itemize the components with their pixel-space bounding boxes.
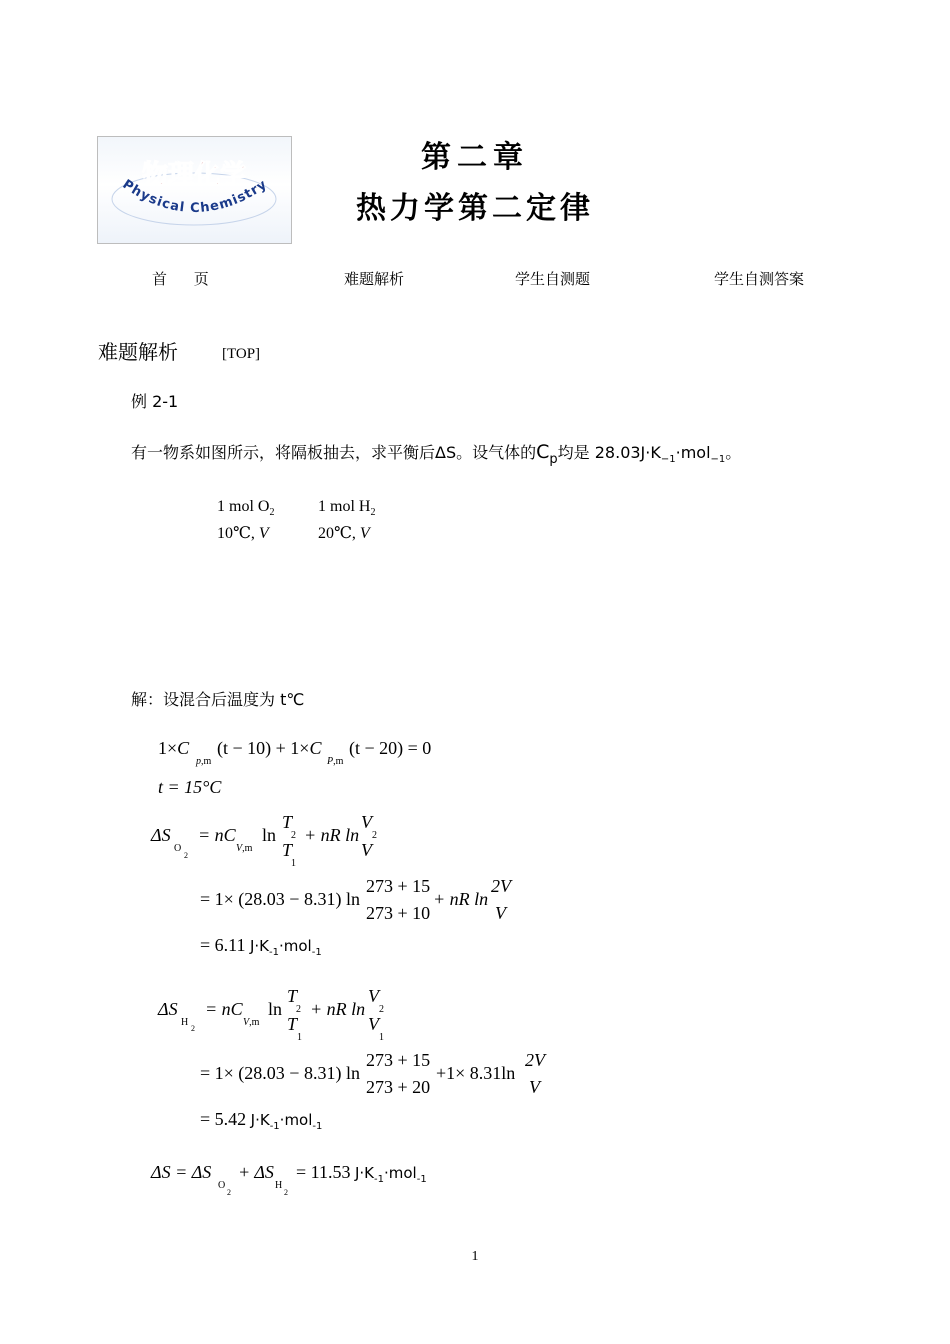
h2-amount-text: 1 mol H xyxy=(318,498,371,515)
ds-o2-v2: V xyxy=(361,812,372,832)
heat-balance-eq-part1 xyxy=(158,738,189,759)
ds-o2-lhs-text: ΔS xyxy=(151,825,171,845)
cp-subscript: p xyxy=(549,452,558,467)
top-link[interactable]: [TOP] xyxy=(222,346,261,362)
h2-temperature: 20℃, xyxy=(318,525,360,542)
ds-h2-unit-mol: ·mol xyxy=(279,1111,313,1129)
ds-o2-result-line xyxy=(200,935,322,958)
heat-balance-eq-part2 xyxy=(217,738,321,759)
ds-o2-lhs-sub: O xyxy=(174,843,182,854)
section-heading: 难题解析 xyxy=(98,340,178,364)
subject-title: 热力学第二定律 xyxy=(356,191,594,226)
ds-h2-lhs xyxy=(158,999,178,1020)
ds-o2-cv-sub xyxy=(236,843,252,854)
eq1-sub1 xyxy=(196,756,211,767)
ds-total-unit-k-sub: -1 xyxy=(374,1174,384,1185)
ds-total-sub-h: H xyxy=(275,1180,283,1191)
ds-h2-eq: = nC xyxy=(205,999,243,1019)
ds-o2-t2: T xyxy=(282,812,293,832)
ds-o2-cv-sub-m: ,m xyxy=(242,843,253,854)
ds-o2-t2-sub: 2 xyxy=(291,830,296,841)
problem-text-end: 。 xyxy=(725,443,742,462)
o2-temperature: 10℃, xyxy=(217,525,259,542)
ds-h2-v2-sub: 2 xyxy=(379,1004,384,1015)
ds-total-unit xyxy=(354,1164,427,1185)
h2-subscript: 2 xyxy=(370,507,376,519)
o2-amount-text: 1 mol O xyxy=(217,498,270,515)
ds-h2-ln1: ln xyxy=(268,999,283,1019)
solution-intro: 解：设混合后温度为 t℃ xyxy=(131,690,305,709)
ds-h2-frac-den: 273 + 20 xyxy=(366,1077,431,1097)
ds-total-result: = 11.53 xyxy=(296,1162,351,1182)
ds-h2-line2a: = 1× (28.03 − 8.31) ln xyxy=(200,1063,360,1083)
eq1-c2: C xyxy=(309,738,322,758)
ds-total-unit-mol-sub: -1 xyxy=(416,1174,427,1185)
problem-statement xyxy=(131,440,741,465)
ds-h2-line2b: +1× 8.31ln xyxy=(436,1063,516,1083)
ds-h2-plus: + nR ln xyxy=(310,999,366,1019)
ds-h2-lhs-text: ΔS xyxy=(158,999,178,1019)
ds-total-sub-h2: 2 xyxy=(284,1188,288,1197)
nav-self-test-link[interactable]: 学生自测题 xyxy=(515,270,591,288)
ds-o2-frac-den: 273 + 10 xyxy=(366,903,431,923)
logo-cn-text: 物理化学 xyxy=(141,160,247,190)
ds-h2-result: = 5.42 xyxy=(200,1109,247,1129)
ds-total-unit-j: J·K xyxy=(354,1164,375,1182)
ds-h2-t1: T xyxy=(287,1014,298,1034)
k-exponent: −1 xyxy=(660,454,676,466)
eq1-sub1-m: ,m xyxy=(201,756,212,767)
ds-o2-cv-sub-v: V xyxy=(236,843,243,854)
eq1-sub1-p: p xyxy=(196,756,201,767)
ds-h2-cv-sub xyxy=(243,1017,259,1028)
h2-amount xyxy=(318,498,375,518)
ds-h2-unit-j: J·K xyxy=(250,1111,270,1129)
ds-o2-line2a: = 1× (28.03 − 8.31) ln xyxy=(200,889,360,909)
ds-o2-frac2-num: 2V xyxy=(491,876,511,896)
ds-h2-t2-sub: 2 xyxy=(296,1004,301,1015)
logo-graphic xyxy=(98,137,291,243)
ds-h2-v1: V xyxy=(368,1014,379,1034)
o2-subscript: 2 xyxy=(269,507,275,519)
ds-o2-lhs-sub2: 2 xyxy=(184,851,188,860)
nav-difficult-link[interactable]: 难题解析 xyxy=(344,270,405,288)
ds-o2-t1-sub: 1 xyxy=(291,858,296,869)
eq1-paren2: (t − 20) = 0 xyxy=(349,738,432,758)
physical-chemistry-logo xyxy=(97,136,292,244)
ds-h2-v2: V xyxy=(368,986,379,1006)
ds-h2-frac-num: 273 + 15 xyxy=(366,1050,431,1070)
o2-conditions xyxy=(217,523,269,543)
ds-o2-unit-j: J·K xyxy=(249,937,270,955)
logo-en-text: Physical Chemistry xyxy=(119,177,271,217)
ds-h2-cv-sub-m: ,m xyxy=(249,1017,260,1028)
ds-o2-v2-sub: 2 xyxy=(372,830,377,841)
ds-h2-frac2-den: V xyxy=(529,1077,540,1097)
cp-symbol: C xyxy=(536,441,550,463)
ds-h2-unit-mol-sub: -1 xyxy=(312,1121,323,1132)
ds-h2-t2: T xyxy=(287,986,298,1006)
nav-home-link[interactable]: 首 页 xyxy=(152,270,209,288)
ds-h2-result-line xyxy=(200,1109,322,1132)
ds-total-plus: + ΔS xyxy=(238,1162,274,1182)
h2-volume: V xyxy=(359,525,370,542)
ds-o2-unit-k-sub: -1 xyxy=(269,947,279,958)
ds-o2-v1: V xyxy=(361,840,372,860)
ds-h2-lhs-sub: H xyxy=(181,1017,189,1028)
mol-exponent: −1 xyxy=(710,454,726,466)
problem-text-mol: ·mol xyxy=(675,443,711,462)
chapter-title: 第二章 xyxy=(421,140,529,175)
o2-amount xyxy=(217,498,274,518)
ds-o2-unit-mol-sub: -1 xyxy=(311,947,322,958)
ds-o2-eq: = nC xyxy=(198,825,236,845)
ds-h2-lhs-sub2: 2 xyxy=(191,1024,195,1033)
eq1-paren1: (t − 10) + 1× xyxy=(217,738,310,758)
eq1-sub2-m: ,m xyxy=(333,756,344,767)
ds-o2-line2b: + nR ln xyxy=(433,889,489,909)
ds-total-lhs: ΔS = ΔS xyxy=(151,1162,212,1182)
final-temperature-eq: t = 15°C xyxy=(158,777,222,797)
ds-o2-result: = 6.11 xyxy=(200,935,246,955)
ds-o2-t1: T xyxy=(282,840,293,860)
ds-h2-cv-sub-v: V xyxy=(243,1017,250,1028)
ds-o2-unit-mol: ·mol xyxy=(279,937,312,955)
ds-h2-frac2-num: 2V xyxy=(525,1050,545,1070)
ds-h2-v1-sub: 1 xyxy=(379,1032,384,1043)
problem-text-mid: 均是 28.03J·K xyxy=(557,443,661,462)
ds-o2-unit xyxy=(249,937,322,958)
nav-self-test-answers-link[interactable]: 学生自测答案 xyxy=(714,270,805,288)
problem-text-before: 有一物系如图所示，将隔板抽去，求平衡后ΔS。设气体的 xyxy=(131,443,537,462)
eq1-c1: C xyxy=(177,738,190,758)
ds-total-result-line xyxy=(296,1162,427,1185)
ds-h2-unit-k-sub: -1 xyxy=(269,1121,280,1132)
ds-h2-unit xyxy=(250,1111,323,1132)
ds-o2-frac-num: 273 + 15 xyxy=(366,876,431,896)
h2-conditions xyxy=(318,523,370,543)
ds-total-sub-o: O xyxy=(218,1180,226,1191)
example-label: 例 2-1 xyxy=(131,392,179,411)
ds-total-sub-o2: 2 xyxy=(227,1188,231,1197)
ds-o2-lhs xyxy=(151,825,171,846)
ds-o2-plus: + nR ln xyxy=(304,825,360,845)
eq1-sub2-p: P xyxy=(327,756,334,767)
o2-volume: V xyxy=(258,525,269,542)
ds-o2-frac2-den: V xyxy=(495,903,506,923)
ds-h2-t1-sub: 1 xyxy=(297,1032,302,1043)
ds-total-unit-mol: ·mol xyxy=(384,1164,417,1182)
ds-o2-ln1: ln xyxy=(262,825,277,845)
eq1-coef: 1× xyxy=(158,738,178,758)
eq1-sub2 xyxy=(327,756,343,767)
page-number: 1 xyxy=(471,1249,479,1264)
